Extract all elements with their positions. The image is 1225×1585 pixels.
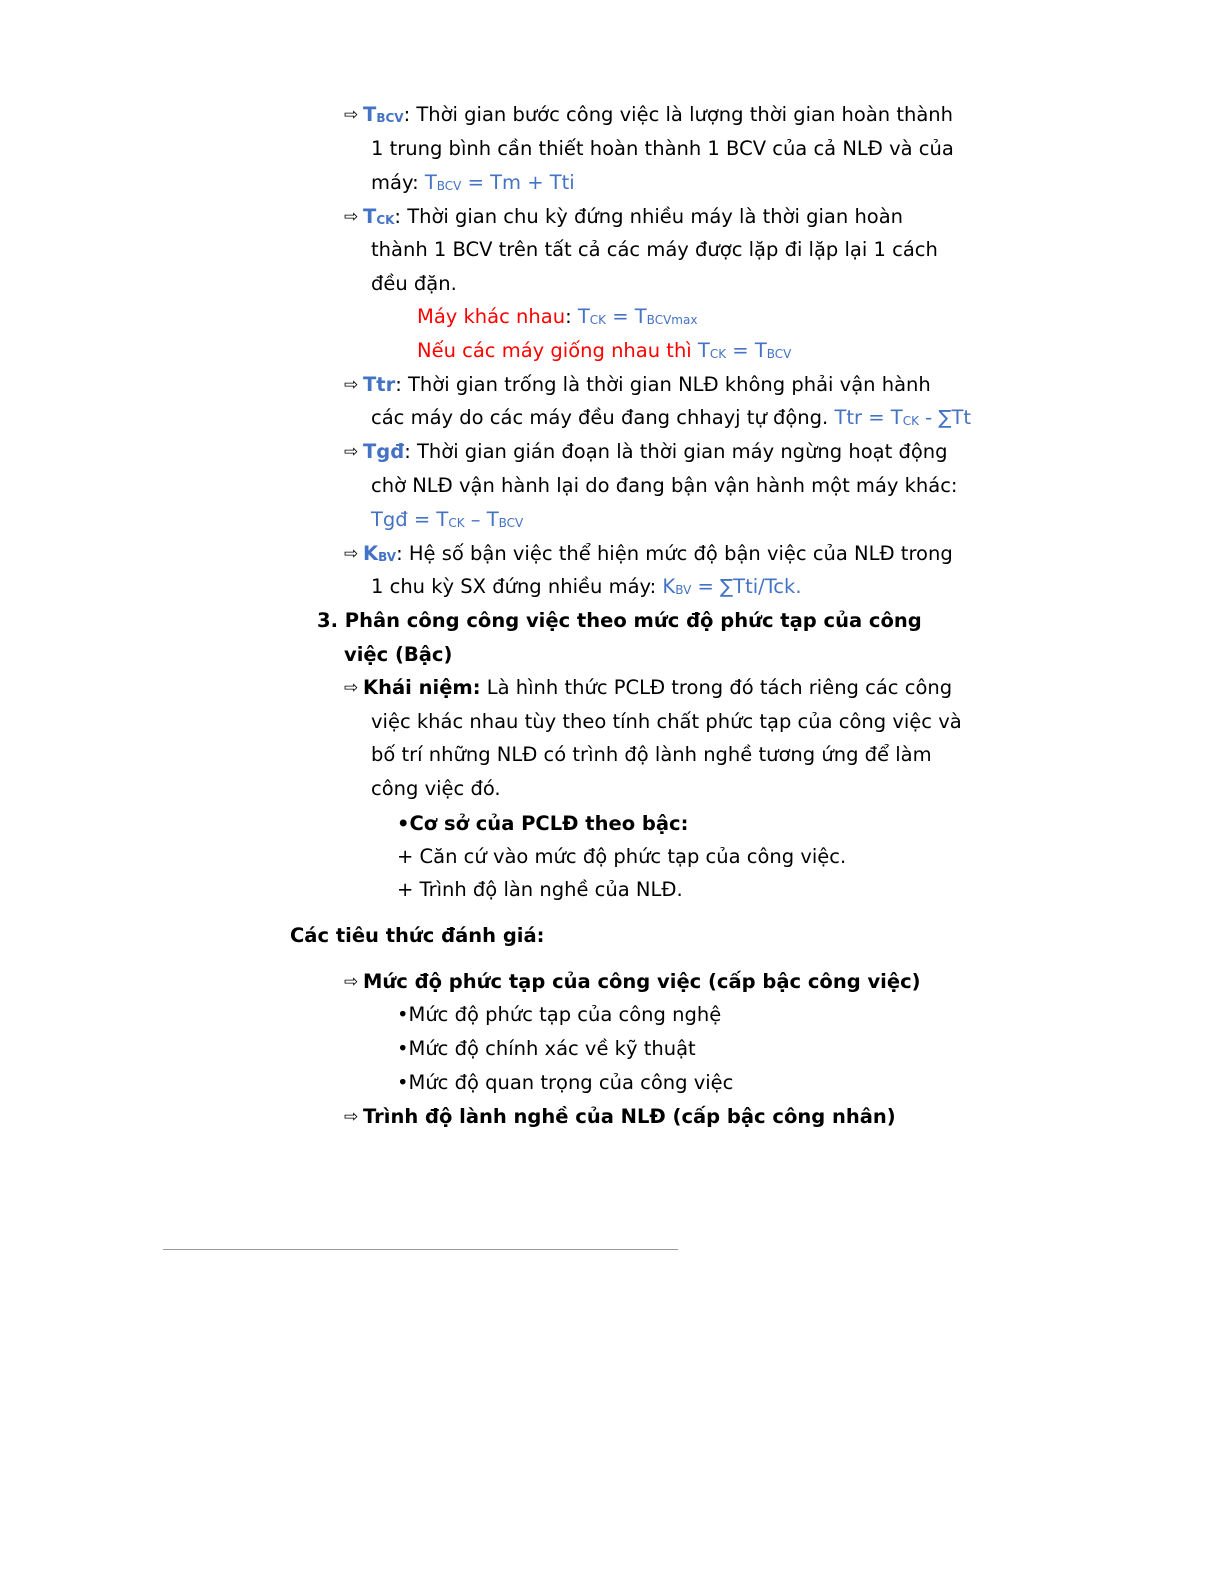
kbv-formula: $K_{BV} = \sum Tti/Tck$. (662, 575, 802, 598)
kbv-line-2: 1 chu kỳ SX đứng nhiều máy: $K_{BV} = \sum Tti/Tck$. (371, 575, 802, 598)
arrow-icon: ⇨ (344, 207, 359, 227)
kbv-symbol: $K_{BV}$ (363, 542, 397, 565)
basis-item: + Trình độ làn nghề của NLĐ. (397, 878, 683, 901)
tbcv-line-3: máy: $T_{BCV} = Tm$ + Tti (371, 171, 575, 194)
tck-line-1: ⇨ $T_{CK}$: Thời gian chu kỳ đứng nhiều máy là thời gian hoàn (344, 205, 904, 228)
arrow-icon: ⇨ (344, 1107, 359, 1127)
tck-same-machines: Nếu các máy giống nhau thì $T_{CK} = T_{BCV}$ (417, 339, 792, 362)
tgd-line-2: chờ NLĐ vận hành lại do đang bận vận hành một máy khác: (371, 474, 958, 497)
arrow-icon: ⇨ (344, 105, 359, 125)
tgd-symbol: Tgđ (363, 440, 405, 463)
tck-line-3: đều đặn. (371, 272, 457, 295)
kbv-line-1: ⇨ $K_{BV}$: Hệ số bận việc thể hiện mức độ bận việc của NLĐ trong (344, 542, 953, 565)
ttr-line-1: ⇨ Ttr: Thời gian trống là thời gian NLĐ không phải vận hành (344, 373, 931, 396)
tbcv-line-2: 1 trung bình cần thiết hoàn thành 1 BCV của cả NLĐ và của (371, 137, 954, 160)
concept-line-2: việc khác nhau tùy theo tính chất phức tạp của công việc và (371, 710, 962, 733)
criteria-1-item: •Mức độ quan trọng của công việc (397, 1071, 734, 1094)
section-3-title-line-2: việc (Bậc) (344, 643, 453, 666)
ttr-line-2: các máy do các máy đều đang chhayj tự động. Ttr = $T_{CK} - \sum Tt$ (371, 406, 972, 429)
tck-line-2: thành 1 BCV trên tất cả các máy được lặp đi lặp lại 1 cách (371, 238, 938, 261)
section-3-title-line-1: 3. Phân công công việc theo mức độ phức tạp của công (317, 609, 922, 632)
arrow-icon: ⇨ (344, 375, 359, 395)
concept-line-4: công việc đó. (371, 777, 501, 800)
ttr-symbol: Ttr (363, 373, 396, 396)
criteria-1-title: ⇨ Mức độ phức tạp của công việc (cấp bậc công việc) (344, 970, 921, 993)
criteria-2-title: ⇨ Trình độ lành nghề của NLĐ (cấp bậc công nhân) (344, 1105, 896, 1128)
tgd-line-1: ⇨ Tgđ: Thời gian gián đoạn là thời gian máy ngừng hoạt động (344, 440, 948, 463)
criteria-1-item: •Mức độ chính xác về kỹ thuật (397, 1037, 696, 1060)
tbcv-formula: $T_{BCV} = Tm$ + Tti (424, 171, 575, 194)
concept-line-1: ⇨ Khái niệm: Là hình thức PCLĐ trong đó tách riêng các công (344, 676, 953, 699)
tck-different-machines: Máy khác nhau: $T_{CK} = T_{BCVmax}$ (417, 305, 698, 328)
concept-line-3: bố trí những NLĐ có trình độ lành nghề tương ứng để làm (371, 743, 932, 766)
footnote-divider (163, 1249, 678, 1250)
arrow-icon: ⇨ (344, 972, 359, 992)
criteria-heading: Các tiêu thức đánh giá: (290, 924, 545, 947)
arrow-icon: ⇨ (344, 442, 359, 462)
tbcv-line-1: ⇨ $T_{BCV}$: Thời gian bước công việc là lượng thời gian hoàn thành (344, 103, 954, 126)
arrow-icon: ⇨ (344, 678, 359, 698)
tck-symbol: $T_{CK}$ (363, 205, 395, 228)
basis-title: •Cơ sở của PCLĐ theo bậc: (397, 812, 689, 835)
ttr-formula: Ttr = $T_{CK} - \sum Tt$ (834, 406, 972, 429)
basis-item: + Căn cứ vào mức độ phức tạp của công việc. (397, 845, 847, 868)
arrow-icon: ⇨ (344, 544, 359, 564)
tbcv-symbol: $T_{BCV}$ (363, 103, 404, 126)
tgd-formula: Tgđ = $T_{CK} - T_{BCV}$ (371, 508, 524, 531)
criteria-1-item: •Mức độ phức tạp của công nghệ (397, 1003, 722, 1026)
